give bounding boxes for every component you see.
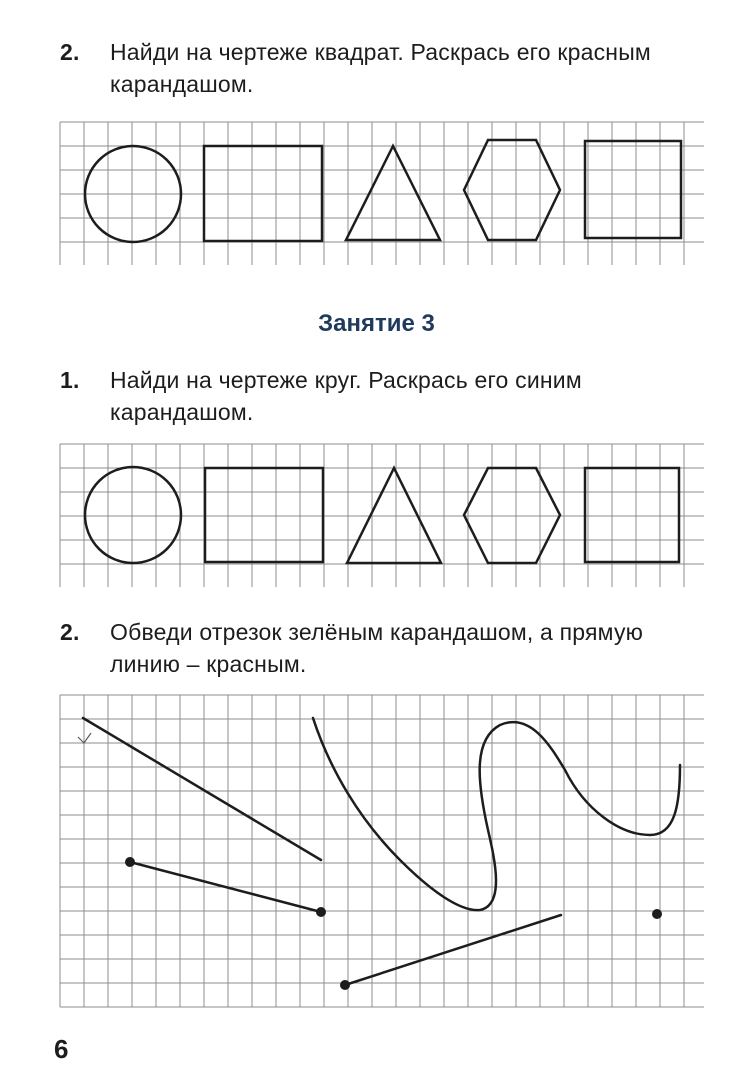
grid-lines — [60, 695, 704, 1007]
segment-b-end-point[interactable] — [316, 907, 326, 917]
hexagon-shape[interactable] — [464, 140, 560, 240]
lesson-heading: Занятие 3 — [318, 310, 435, 337]
lone-point[interactable] — [652, 909, 662, 919]
task-number: 2. — [60, 619, 80, 645]
triangle-shape[interactable] — [346, 146, 440, 240]
triangle-shape[interactable] — [347, 468, 441, 563]
straight-line-a[interactable] — [83, 718, 321, 860]
task-trace-lines — [60, 616, 705, 680]
task-text: Найди на чертеже круг. Раскрась его синим карандашом. — [110, 367, 582, 425]
segment-b[interactable] — [130, 862, 321, 912]
curved-line[interactable] — [313, 718, 680, 910]
hexagon-shape[interactable] — [464, 468, 560, 563]
task-number: 1. — [60, 367, 80, 393]
square-shape[interactable] — [585, 141, 681, 238]
circle-shape[interactable] — [85, 146, 181, 242]
grid-lines — [60, 444, 704, 587]
square-shape[interactable] — [585, 468, 679, 562]
task-find-circle — [60, 364, 705, 428]
ray-c-start-point[interactable] — [340, 980, 350, 990]
task-text: Найди на чертеже квадрат. Раскрась его красным карандашом. — [110, 39, 651, 97]
rectangle-shape[interactable] — [205, 468, 323, 562]
rectangle-shape[interactable] — [204, 146, 322, 241]
grid-lines — [60, 122, 704, 265]
segment-b-start-point[interactable] — [125, 857, 135, 867]
page-number: 6 — [54, 1034, 69, 1064]
circle-shape[interactable] — [85, 467, 181, 563]
task-number: 2. — [60, 39, 80, 65]
task-find-square — [60, 36, 705, 100]
ray-c[interactable] — [345, 915, 561, 985]
check-mark-icon — [78, 733, 91, 743]
task-text: Обведи отрезок зелёным карандашом, а прямую линию – красным. — [110, 619, 644, 677]
